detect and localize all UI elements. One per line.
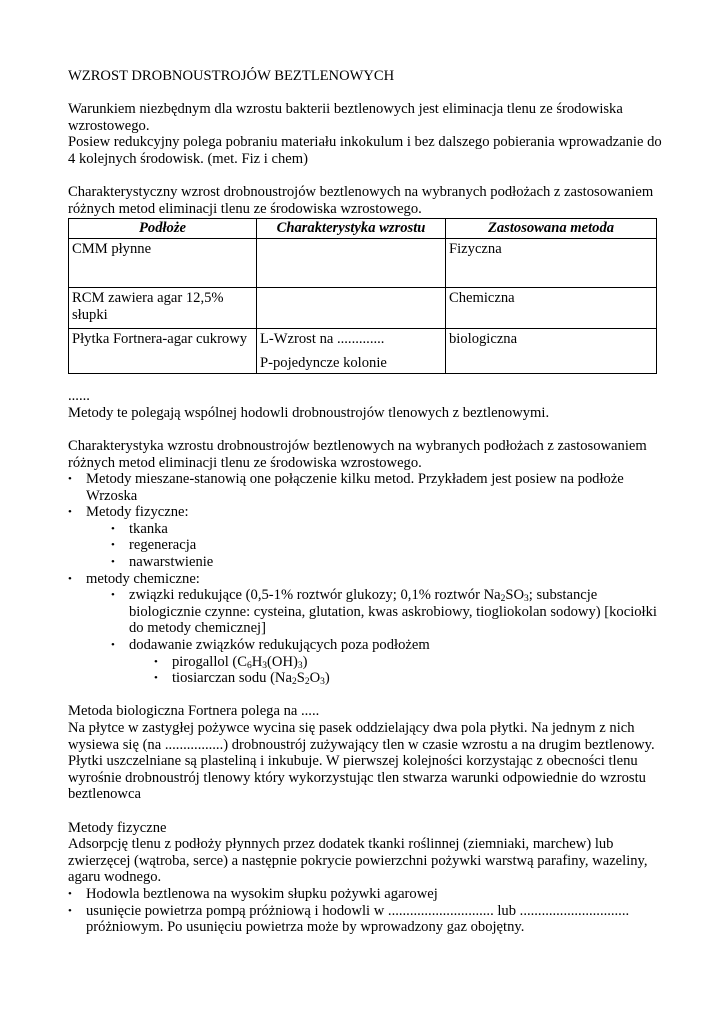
list-item-reducing: • związki redukujące (0,5-1% roztwór glukozy; 0,1% roztwór $Na_2SO_3$; substancje biologicznie czynne: cysteina, glutation, kwas askrobiowy, tiogliokolan sodowy) [kociołki do metody chemicznej] bbox=[111, 587, 668, 637]
physical-methods-body: Adsorpcję tlenu z podłoży płynnych przez dodatek tkanki roślinnej (ziemniaki, marchew) lub zwierzęcej (wątroba, serce) a następnie pokrycie powierzchni pożywki warstwą parafiny, wazeliny, agaru wodnego. bbox=[68, 836, 648, 886]
list-item: • regeneracja bbox=[111, 537, 668, 554]
table-cell-medium: RCM zawiera agar 12,5% słupki bbox=[69, 287, 257, 328]
biological-body: Na płytce w zastygłej pożywce wycina się pasek oddzielający dwa pola płytki. Na jednym z nich wysiewa się (na ................) drobnoustrój zużywający tlen w czasie wzrostu a na drugim beztlenowy. Płytki uszczelniane są plasteliną i inkubuje. W pierwszej kolejności korzystając z obecności tlenu wyrośnie drobnoustrój tlenowy który wykorzystując tlen stwarza warunki odpowiednie do wzrostu beztlenowca bbox=[68, 720, 655, 803]
list-item-chemical bbox=[68, 571, 668, 687]
growth-line-1: L-Wzrost na ............. bbox=[260, 330, 385, 347]
document-title: WZROST DROBNOUSTROJÓW BEZTLENOWYCH bbox=[68, 68, 395, 84]
table-cell-method: Chemiczna bbox=[446, 287, 657, 328]
physical-label: Metody fizyczne: bbox=[86, 504, 189, 521]
growth-table bbox=[68, 218, 657, 374]
biological-heading: Metoda biologiczna Fortnera polega na ..... bbox=[68, 703, 320, 720]
list-item-pyrogallol: • pirogallol $(C_6H_3(OH)_3)$ bbox=[154, 654, 668, 671]
list-item-outside: • dodawanie związków redukujących poza podłożem • pirogallol $(C_6H_3(OH)_3)$ • tiosiarczan sodu $(Na_2S_2O_3)$ bbox=[111, 637, 668, 687]
document-content bbox=[68, 68, 668, 936]
table-caption: Charakterystyczny wzrost drobnoustrojów beztlenowych na wybranych podłożach z zastosowaniem różnych metod eliminacji tlenu ze środowiska wzrostowego. bbox=[68, 184, 654, 217]
table-cell-growth bbox=[257, 238, 446, 287]
intro-paragraph-2: Posiew redukcyjny polega pobraniu materiału inkokulum i bez dalszego pobierania wprowadzanie do 4 kolejnych środowisk. (met. Fiz i chem) bbox=[68, 134, 662, 167]
list-item-thiosulfate: • tiosiarczan sodu $(Na_2S_2O_3)$ bbox=[154, 670, 668, 687]
list-item: • tkanka bbox=[111, 521, 668, 538]
chemical-sublist bbox=[111, 587, 668, 687]
table-cell-growth bbox=[257, 287, 446, 328]
table-cell-method: Fizyczna bbox=[446, 238, 657, 287]
list-item: • usunięcie powietrza pompą próżniową i hodowli w ............................. lub .............................. próżniowym. Po usunięciu powietrza może by wprowadzony gaz obojętny. bbox=[68, 903, 668, 936]
physical-sublist bbox=[111, 521, 668, 571]
table-header-row bbox=[69, 219, 657, 239]
table-row bbox=[69, 328, 657, 373]
table-row bbox=[69, 287, 657, 328]
table-cell-growth bbox=[257, 328, 446, 373]
table-cell-method: biologiczna bbox=[446, 328, 657, 373]
chemical-label: metody chemiczne: bbox=[86, 570, 200, 587]
list-item: • Hodowla beztlenowa na wysokim słupku pożywki agarowej bbox=[68, 886, 668, 903]
table-header-growth: Charakterystyka wzrostu bbox=[257, 219, 446, 239]
compounds-sublist bbox=[154, 654, 668, 687]
table-header-method: Zastosowana metoda bbox=[446, 219, 657, 239]
methods-list bbox=[68, 471, 668, 687]
physical-methods-list bbox=[68, 886, 668, 936]
table-cell-medium: CMM płynne bbox=[69, 238, 257, 287]
table-cell-medium: Płytka Fortnera-agar cukrowy bbox=[69, 328, 257, 373]
intro-paragraph-1: Warunkiem niezbędnym dla wzrostu bakterii beztlenowych jest eliminacja tlenu ze środowiska wzrostowego. bbox=[68, 101, 623, 134]
ellipsis-line: ...... bbox=[68, 388, 90, 405]
cocultivation-note: Metody te polegają wspólnej hodowli drobnoustrojów tlenowych z beztlenowymi. bbox=[68, 404, 550, 421]
physical-methods-heading: Metody fizyczne bbox=[68, 819, 167, 836]
section2-intro: Charakterystyka wzrostu drobnoustrojów beztlenowych na wybranych podłożach z zastosowaniem różnych metod eliminacji tlenu ze środowiska wzrostowego. bbox=[68, 437, 647, 471]
table-header-medium: Podłoże bbox=[69, 219, 257, 239]
list-item-mixed: • Metody mieszane-stanowią one połączenie kilku metod. Przykładem jest posiew na podłoże Wrzoska bbox=[68, 471, 668, 504]
growth-line-2: P-pojedyncze kolonie bbox=[260, 354, 387, 371]
list-item-physical bbox=[68, 504, 668, 570]
list-item: • nawarstwienie bbox=[111, 554, 668, 571]
table-row bbox=[69, 238, 657, 287]
